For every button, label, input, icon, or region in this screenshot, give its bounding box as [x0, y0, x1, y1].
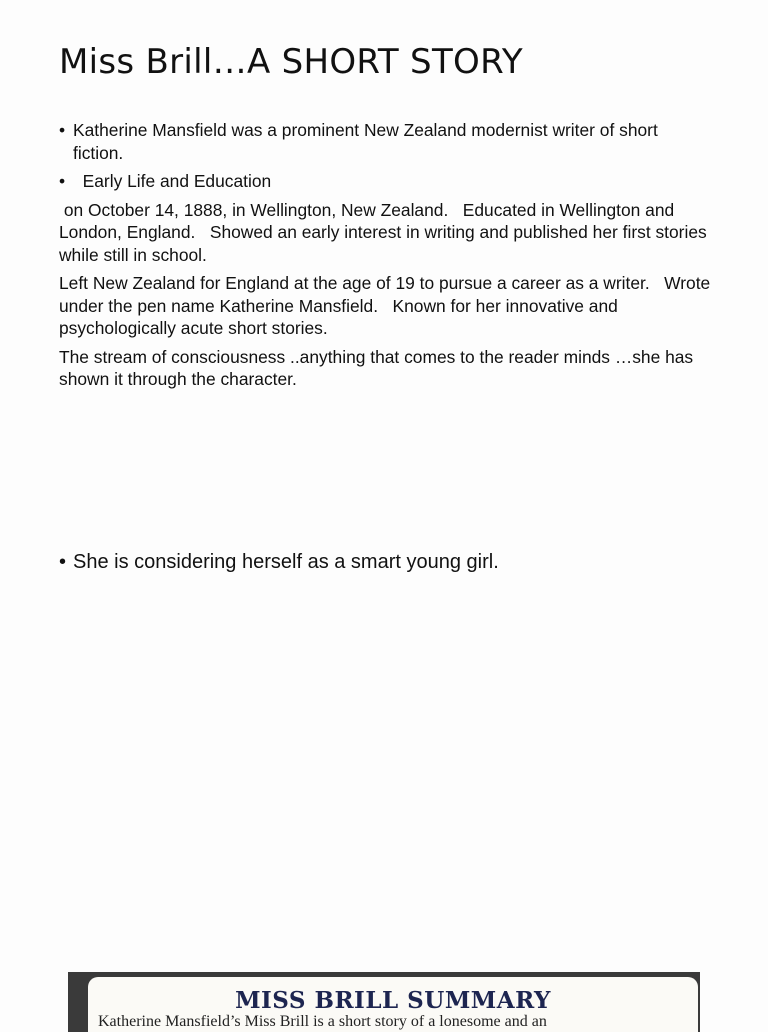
bullet-marker: • [59, 551, 67, 573]
paragraph-career: Left New Zealand for England at the age of 19 to pursue a career as a writer. Wrote under the pen name Katherine Mansfield. Known for her innovative and psychologically acute short stories. [59, 273, 716, 338]
bullet-marker: • [59, 120, 66, 140]
bullet-text-mansfield: Katherine Mansfield was a prominent New Zealand modernist writer of short fiction. [73, 120, 658, 163]
slide-content [59, 119, 716, 397]
bullet-text-smart-young-girl: She is considering herself as a smart young girl. [73, 551, 499, 573]
page-title: Miss Brill…A SHORT STORY [59, 42, 523, 82]
bullet-item [59, 119, 711, 164]
bullet-item [59, 170, 711, 193]
paragraph-birth-education: on October 14, 1888, in Wellington, New Zealand. Educated in Wellington and London, England. Showed an early interest in writing and published her first stories while still in school. [59, 199, 712, 265]
paragraph-stream-of-consciousness: The stream of consciousness ..anything that comes to the reader minds …she has shown it through the character. [59, 346, 694, 389]
summary-heading: MISS BRILL SUMMARY [235, 987, 551, 1014]
bullet-text-early-life: Early Life and Education [73, 171, 272, 191]
summary-text: Katherine Mansfield’s Miss Brill is a short story of a lonesome and an [98, 1013, 547, 1030]
bullet-marker: • [59, 171, 66, 191]
bullet-item-miss-brill [59, 549, 711, 575]
embedded-summary-image [68, 972, 700, 1032]
